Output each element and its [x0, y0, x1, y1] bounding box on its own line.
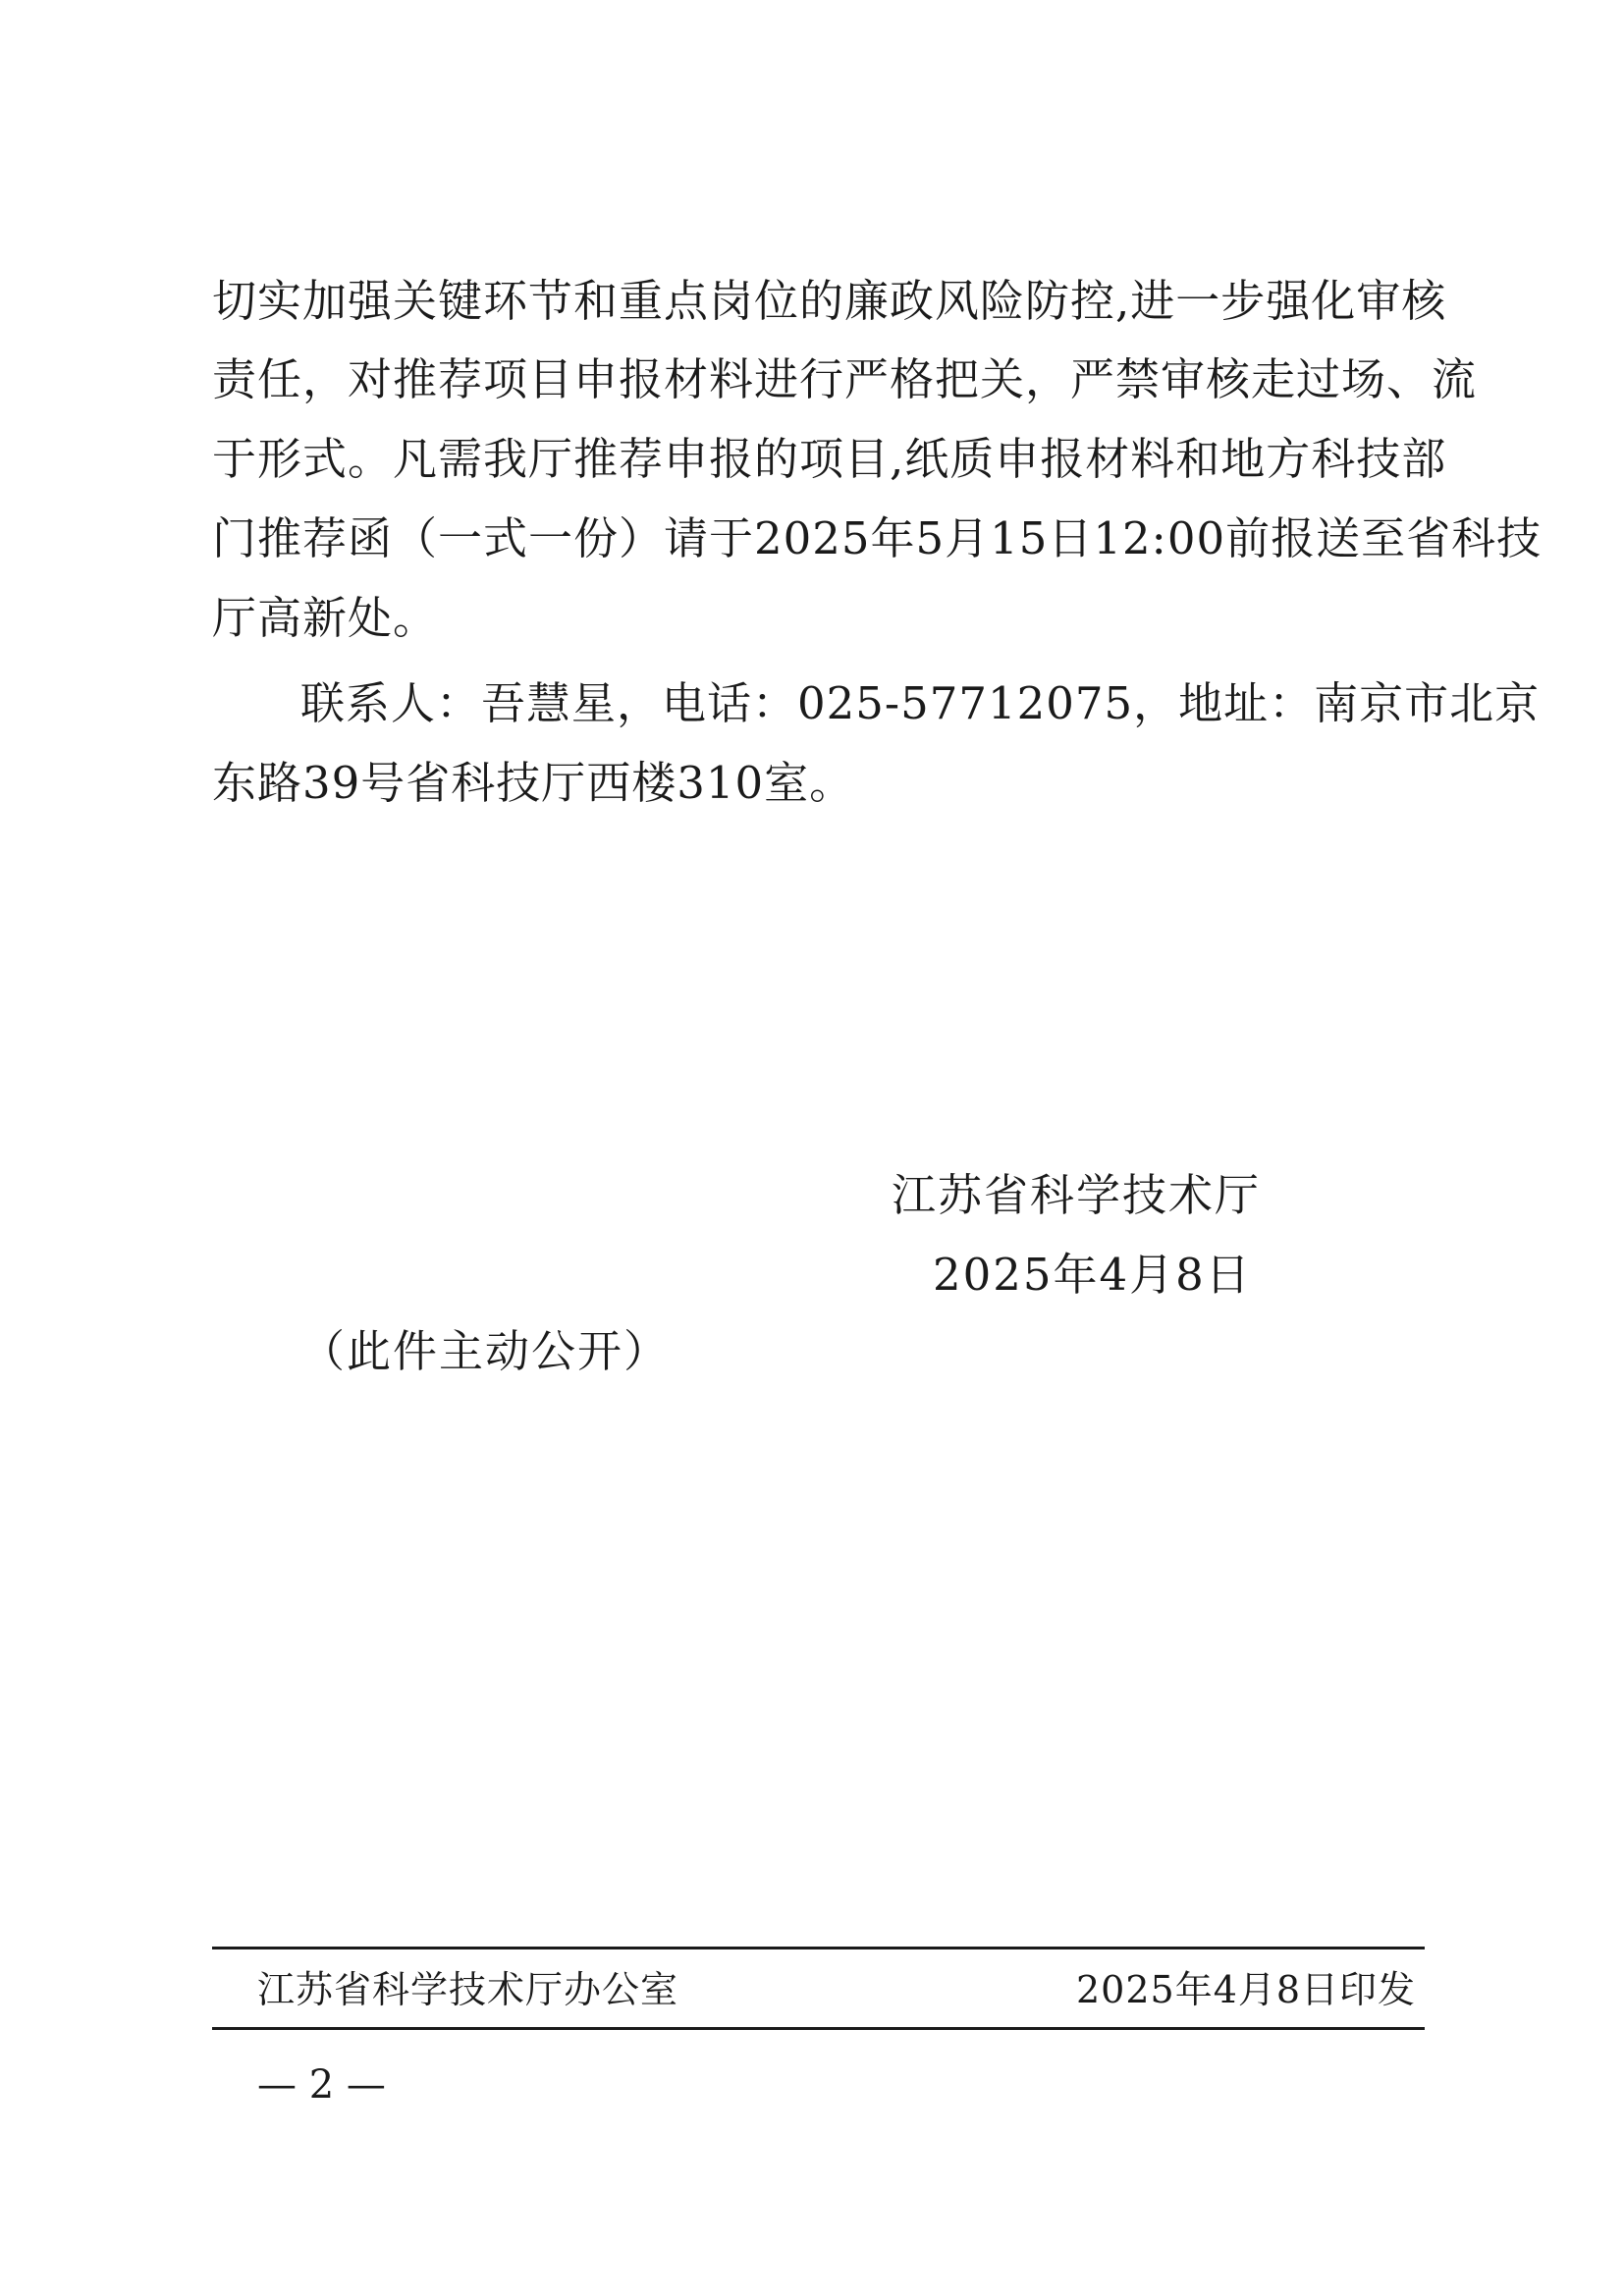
- body-paragraph-1-line-5: 厅高新处。: [212, 592, 439, 644]
- signature-date: 2025年4月8日: [933, 1249, 1252, 1301]
- signature-organization: 江苏省科学技术厅: [892, 1169, 1262, 1221]
- body-paragraph-1-line-2: 责任，对推荐项目申报材料进行严格把关，严禁审核走过场、流: [212, 353, 1478, 405]
- contact-line-2: 东路39号省科技厅西楼310室。: [212, 757, 855, 809]
- contact-line-1: 联系人：吾慧星，电话：025-57712075，地址：南京市北京: [300, 677, 1541, 729]
- footer-issuer: 江苏省科学技术厅办公室: [257, 1968, 679, 2011]
- footer-bottom-rule: [212, 2027, 1425, 2030]
- footer-top-rule: [212, 1947, 1425, 1949]
- footer-issue-date: 2025年4月8日印发: [1076, 1968, 1417, 2011]
- body-paragraph-1-line-4: 门推荐函（一式一份）请于2025年5月15日12:00前报送至省科技: [212, 512, 1543, 564]
- body-paragraph-1-line-3: 于形式。凡需我厅推荐申报的项目,纸质申报材料和地方科技部: [212, 433, 1447, 485]
- body-paragraph-1-line-1: 切实加强关键环节和重点岗位的廉政风险防控,进一步强化审核: [212, 275, 1447, 327]
- page-number: — 2 —: [257, 2062, 386, 2108]
- disclosure-note: （此件主动公开）: [300, 1325, 671, 1377]
